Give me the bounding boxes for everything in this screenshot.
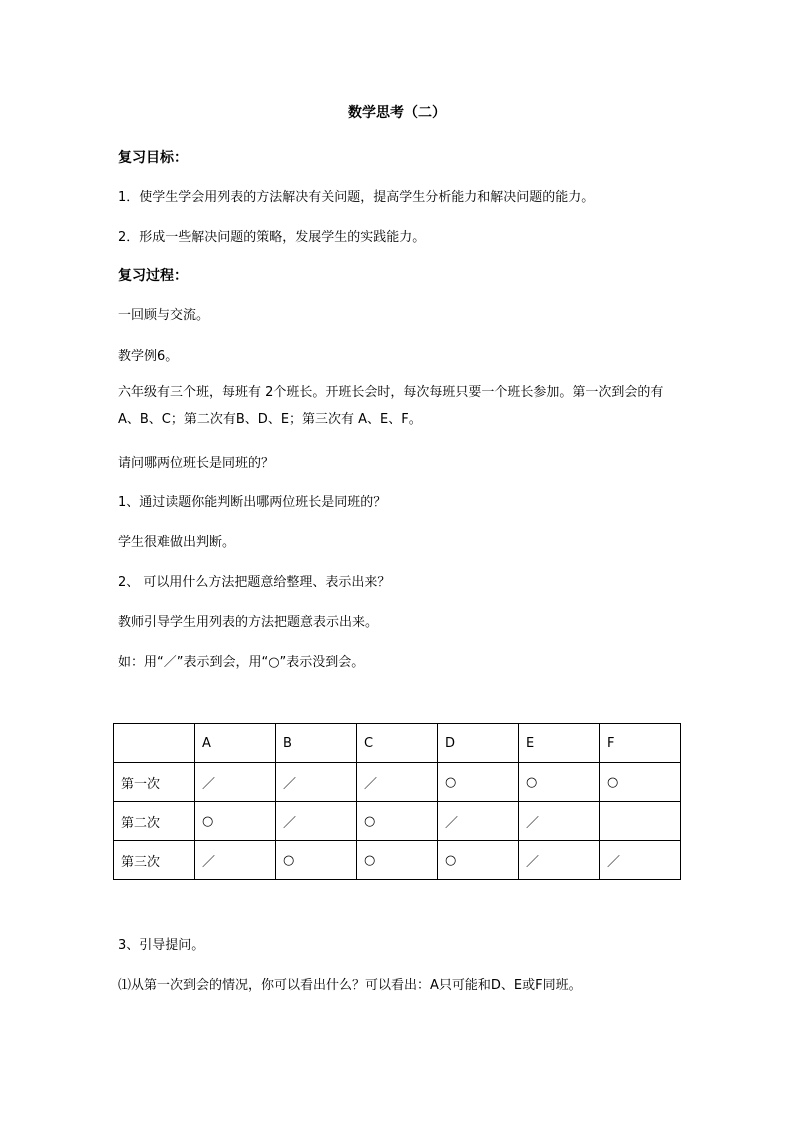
table-cell: ○ — [519, 763, 600, 802]
table-cell — [600, 802, 681, 841]
problem-text: 六年级有三个班，每班有 2个班长。开班长会时，每次每班只要一个班长参加。第一次到会的有 A、B、C；第二次有B、D、E；第三次有 A、E、F。 — [118, 385, 664, 427]
table-cell: ／ — [519, 802, 600, 841]
example-label: 教学例6。 — [118, 349, 179, 364]
table-row — [114, 841, 681, 880]
table-header-cell: F — [600, 724, 681, 763]
table-cell: ○ — [438, 763, 519, 802]
legend-text: 如：用“／”表示到会，用“○”表示没到会。 — [118, 655, 365, 670]
table-cell: ○ — [195, 802, 276, 841]
table-header-cell: A — [195, 724, 276, 763]
table-header-cell: E — [519, 724, 600, 763]
table-cell: ／ — [195, 763, 276, 802]
table-cell: ○ — [276, 841, 357, 880]
goal-1: 1．使学生学会用列表的方法解决有关问题，提高学生分析能力和解决问题的能力。 — [118, 190, 595, 205]
table-cell: 第一次 — [114, 763, 195, 802]
table-cell: ／ — [276, 802, 357, 841]
table-cell: ○ — [438, 841, 519, 880]
goal-2: 2．形成一些解决问题的策略，发展学生的实践能力。 — [118, 230, 426, 245]
table-row — [114, 802, 681, 841]
table-header-cell: D — [438, 724, 519, 763]
problem-question: 请问哪两位班长是同班的？ — [118, 456, 275, 471]
table-cell: 第二次 — [114, 802, 195, 841]
table-cell: ／ — [357, 763, 438, 802]
question-3-1: ⑴从第一次到会的情况，你可以看出什么？可以看出：A只可能和D、E或F同班。 — [118, 978, 582, 993]
table-cell: ○ — [357, 841, 438, 880]
table-header-cell — [114, 724, 195, 763]
document-title: 数学思考（二） — [348, 105, 446, 121]
table-cell: ○ — [357, 802, 438, 841]
table-cell: ○ — [600, 763, 681, 802]
table-header-cell: B — [276, 724, 357, 763]
attendance-table — [113, 723, 681, 880]
table-cell: 第三次 — [114, 841, 195, 880]
step-review: 一回顾与交流。 — [118, 308, 210, 323]
answer-2: 教师引导学生用列表的方法把题意表示出来。 — [118, 615, 379, 630]
table-header-cell: C — [357, 724, 438, 763]
table-cell: ／ — [276, 763, 357, 802]
goals-heading: 复习目标： — [118, 150, 188, 166]
question-2: 2、 可以用什么方法把题意给整理、表示出来？ — [118, 575, 391, 590]
table-cell: ／ — [195, 841, 276, 880]
table-header-row — [114, 724, 681, 763]
table-row — [114, 763, 681, 802]
answer-1: 学生很难做出判断。 — [118, 535, 236, 550]
table-cell: ／ — [600, 841, 681, 880]
process-heading: 复习过程： — [118, 268, 188, 284]
table-cell: ／ — [438, 802, 519, 841]
question-1: 1、通过读题你能判断出哪两位班长是同班的？ — [118, 495, 387, 510]
table-cell: ／ — [519, 841, 600, 880]
question-3: 3、引导提问。 — [118, 938, 205, 953]
